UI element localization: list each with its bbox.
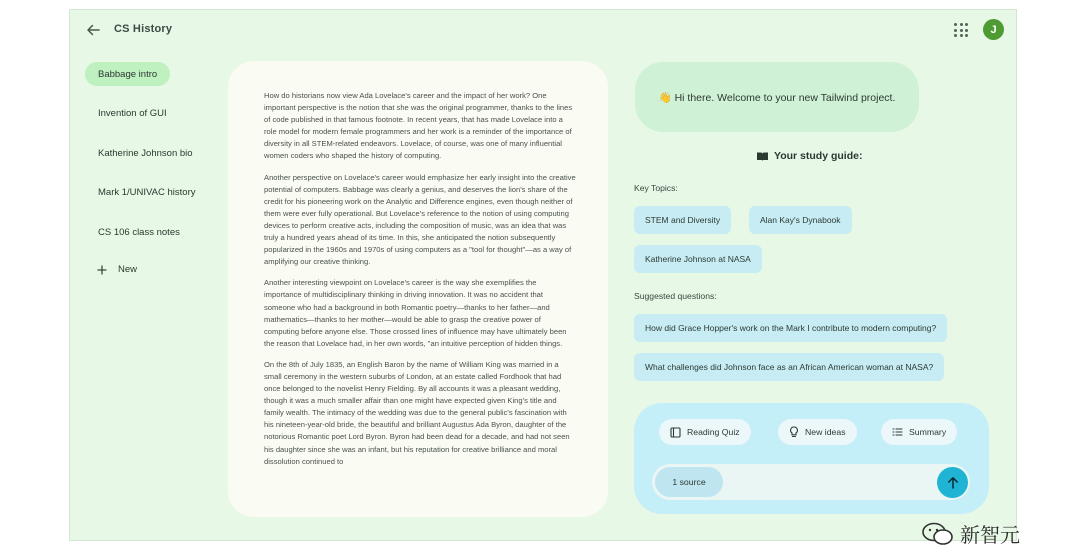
welcome-message: 👋 Hi there. Welcome to your new Tailwind project.: [635, 62, 919, 132]
wechat-logo-icon: [921, 522, 955, 546]
new-notebook-button[interactable]: [97, 264, 137, 275]
sidebar-item-babbage-intro[interactable]: Babbage intro: [85, 62, 170, 86]
suggested-questions-label: Suggested questions:: [634, 291, 717, 301]
source-count-chip[interactable]: 1 source: [655, 467, 723, 497]
sidebar-item-katherine-johnson-bio[interactable]: Katherine Johnson bio: [98, 147, 193, 159]
arrow-left-icon: [86, 24, 100, 36]
new-ideas-button[interactable]: [778, 419, 857, 445]
document-paragraph: How do historians now view Ada Lovelace's career and the impact of her work? One important perspective is the notion that she was the original programmer, thanks to the lines of code published in that famous footnote. In recent years, that has made Lovelace into a role model for modern female programmers and her work is a reminder of the importance of diversity in all STEM-related endeavors. Lovelace, of course, was one of many influential women coders who shaped the history of computing.: [264, 91, 573, 161]
list-icon: [892, 427, 903, 437]
suggested-question-chip[interactable]: What challenges did Johnson face as an African American woman at NASA?: [634, 353, 944, 381]
study-guide-heading: [756, 150, 862, 162]
sidebar-item-invention-of-gui[interactable]: Invention of GUI: [98, 107, 167, 119]
reading-quiz-button[interactable]: [659, 419, 751, 445]
plus-icon: [97, 265, 107, 275]
topic-chip[interactable]: Katherine Johnson at NASA: [634, 245, 762, 273]
back-button[interactable]: [82, 20, 104, 40]
key-topics-label: Key Topics:: [634, 183, 678, 193]
arrow-up-icon: [947, 476, 959, 489]
topic-chip[interactable]: Alan Kay's Dynabook: [749, 206, 852, 234]
study-guide-title: Your study guide:: [774, 150, 863, 162]
new-label: New: [118, 264, 138, 275]
watermark: [921, 519, 1020, 548]
watermark-text: 新智元: [960, 525, 1020, 547]
send-button[interactable]: [937, 467, 968, 498]
new-ideas-label: New ideas: [805, 427, 846, 437]
sidebar-item-mark1-univac-history[interactable]: Mark 1/UNIVAC history: [98, 186, 196, 198]
open-book-icon: [756, 151, 769, 162]
avatar[interactable]: J: [983, 19, 1004, 40]
lightbulb-icon: [789, 426, 799, 438]
reading-quiz-label: Reading Quiz: [687, 427, 740, 437]
suggested-question-chip[interactable]: How did Grace Hopper's work on the Mark I contribute to modern computing?: [634, 314, 947, 342]
book-icon: [670, 427, 681, 438]
page-title: CS History: [114, 23, 173, 35]
topic-chip[interactable]: STEM and Diversity: [634, 206, 731, 234]
document-paragraph: Another interesting viewpoint on Lovelace's career is the way she exemplifies the importance of multidisciplinary thinking in driving innovation. It was no accident that someone who had a background in both Romantic poetry—thanks to her father—and mathematics—thanks to her mother—would be able to grasp the creative power of computing before anyone else. Those crossed lines of influence may have ultimately been the reason that Lovelace had, in her own words, "an intuitive perception of hidden things.: [264, 278, 567, 348]
document-panel: [228, 61, 608, 517]
document-paragraph: On the 8th of July 1835, an English Baron by the name of William King was married in a small ceremony in the western suburbs of London, at an estate called Fordhook that had once belonged to the novelist Henry Fielding. By all accounts it was a pleasant wedding, though it was a much smaller affair than one might have expected given King's title and family wealth. The intimacy of the wedding was due to the general public's fascination with his nineteen-year-old bride, the beautiful and brilliant Augustus Ada Byron, daughter of the notorious Romantic poet Lord Byron. Byron had been dead for a decade, and had not seen his daughter since she was an infant, but his reputation for creative brilliance and moral dissolution continued to: [264, 359, 570, 466]
summary-label: Summary: [909, 427, 947, 437]
sidebar-item-cs106-class-notes[interactable]: CS 106 class notes: [98, 226, 180, 238]
apps-grid-button[interactable]: [952, 21, 970, 39]
document-paragraph: Another perspective on Lovelace's career would emphasize her early insight into the creative potential of computers. Babbage was clearly a genius, and deserves the lion's share of the credit for his pioneering work on the Analytic and Difference engines, even though neither of them were ever fully operational. But Lovelace's reference to the notion of using computing devices to perform creative acts, including the composition of music, was an idea that was truly a hundred years ahead of its time. In this, she anticipated the notion subsequently popularized in the 1960s and 1970s of using computers as a "tool for thought"—as a way of amplifying our creative thinking.: [264, 172, 576, 267]
summary-button[interactable]: [881, 419, 957, 445]
